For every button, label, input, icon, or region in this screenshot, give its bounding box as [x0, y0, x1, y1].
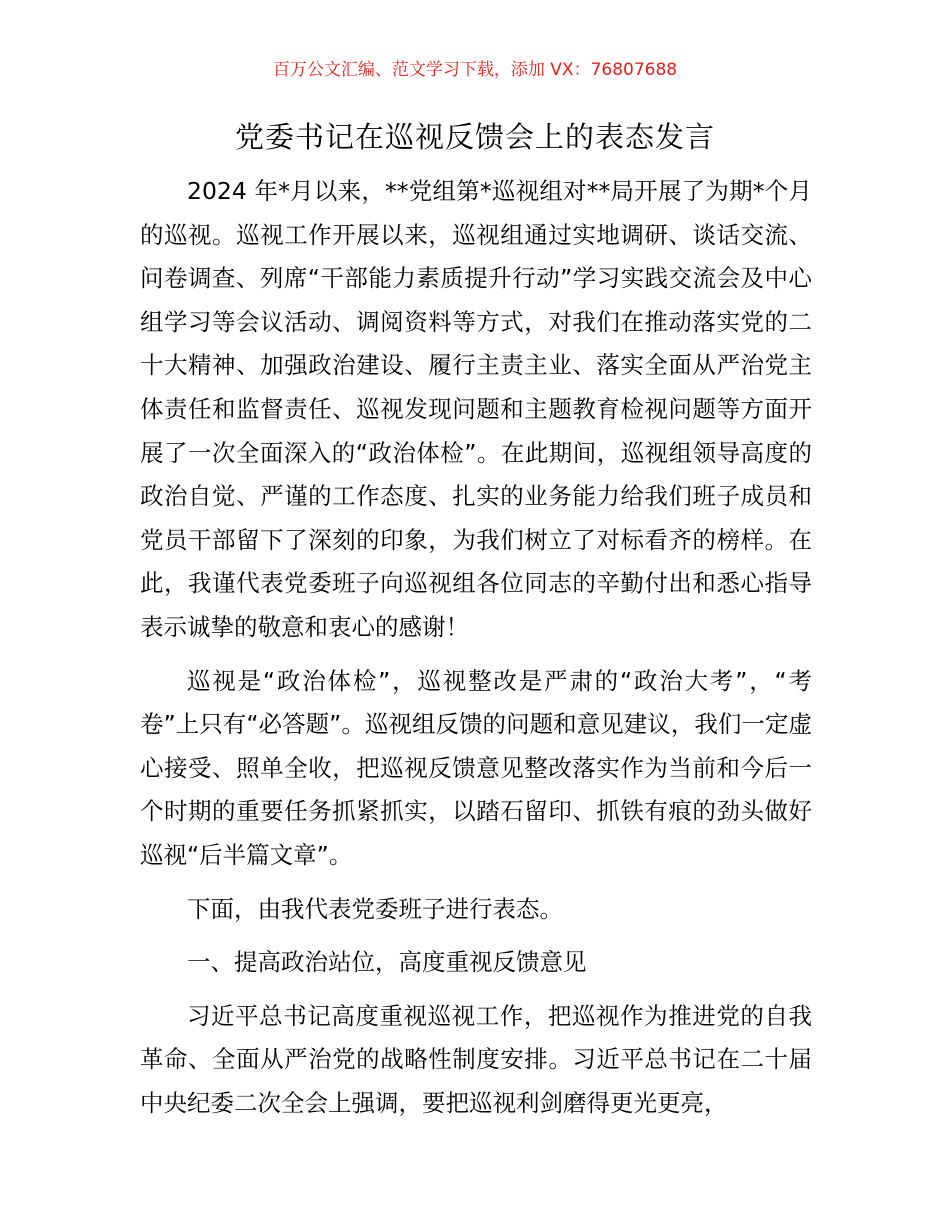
paragraph-inspection: 巡视是“政治体检”，巡视整改是严肃的“政治大考”，“考卷”上只有“必答题”。巡视组反馈的问题和意见建议，我们一定虚心接受、照单全收，把巡视反馈意见整改落实作为当前和今后一个时期的重要任务抓紧抓实，以踏石留印、抓铁有痕的劲头做好巡视“后半篇文章”。: [140, 666, 812, 869]
document-body: [140, 170, 812, 1135]
section-heading-1: 一、提高政治站位，高度重视反馈意见: [187, 948, 587, 977]
document-title: 党委书记在巡视反馈会上的表态发言: [234, 120, 715, 154]
paragraph-statement: 下面，由我代表党委班子进行表态。: [187, 894, 563, 923]
paragraph-section-1: 习近平总书记高度重视巡视工作，把巡视作为推进党的自我革命、全面从严治党的战略性制度安排。习近平总书记在二十届中央纪委二次全会上强调，要把巡视利剑磨得更光更亮，: [140, 1001, 812, 1117]
paragraph-intro: 2024 年*月以来，**党组第*巡视组对**局开展了为期*个月的巡视。巡视工作开展以来，巡视组通过实地调研、谈话交流、问卷调查、列席“干部能力素质提升行动”学习实践交流会及中心组学习等会议活动、调阅资料等方式，对我们在推动落实党的二十大精神、加强政治建设、履行主责主业、落实全面从严治党主体责任和监督责任、巡视发现问题和主题教育检视问题等方面开展了一次全面深入的“政治体检”。在此期间，巡视组领导高度的政治自觉、严谨的工作态度、扎实的业务能力给我们班子成员和党员干部留下了深刻的印象，为我们树立了对标看齐的榜样。在此，我谨代表党委班子向巡视组各位同志的辛勤付出和悉心指导表示诚挚的敬意和衷心的感谢！: [140, 177, 812, 641]
header-watermark-note: 百万公文汇编、范文学习下载，添加 VX：76807688: [272, 60, 678, 80]
